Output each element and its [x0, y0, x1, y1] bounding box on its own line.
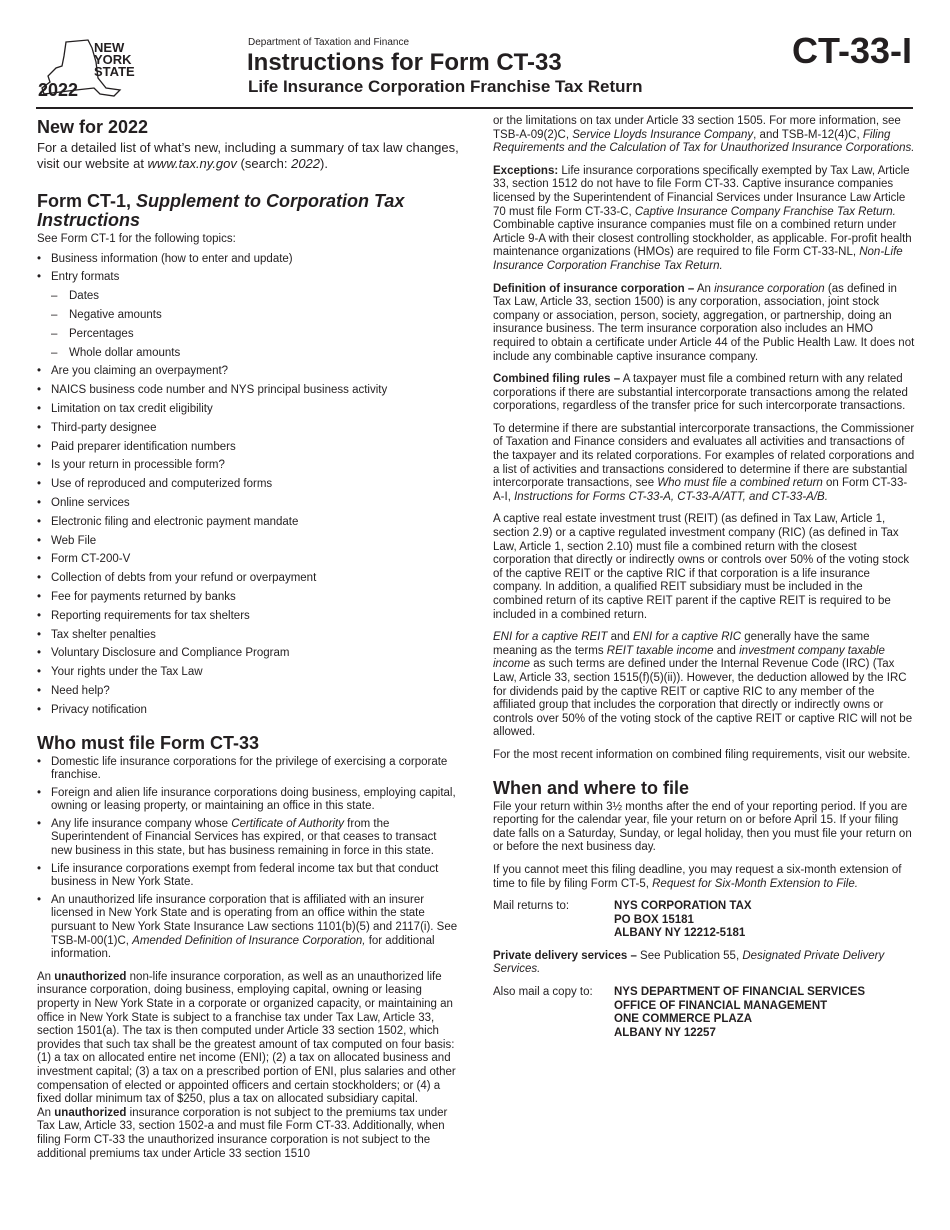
- list-item: • Is your return in processible form?: [37, 456, 459, 475]
- list-item: • Voluntary Disclosure and Compliance Program: [37, 644, 459, 663]
- list-item: • Life insurance corporations exempt from federal income tax but that conduct business in New York State.: [37, 863, 459, 890]
- list-item: • Reporting requirements for tax shelters: [37, 607, 459, 626]
- list-item: • Web File: [37, 532, 459, 551]
- list-item: – Dates: [37, 287, 459, 306]
- list-item: • An unauthorized life insurance corporation that is affiliated with an insurer licensed in New York State and is operating from an office within the state pursuant to New York State Insurance Law sections 1101(b)(5) and 2117(i). See TSB-M-00(1)C, Amended Definition of Insurance Corporation, for additional information.: [37, 894, 459, 962]
- mail-returns-table: [493, 900, 752, 941]
- logo-year: 2022: [38, 80, 79, 100]
- continued-paragraph: or the limitations on tax under Article 33 section 1505. For more information, see TSB-A-09(2)C, Service Lloyds Insurance Company, and TSB-M-12(4)C, Filing Requirements and the Calculation of Tax for Unauthorized Insurance Corporations.: [493, 115, 915, 155]
- reit-paragraph: A captive real estate investment trust (REIT) (as defined in Tax Law, Article 1, section 2.9) or a captive regulated investment company (RIC) (as defined in Tax Law, Article 1, section 2.10) must file a combined return with the closest corporation that directly or indirectly owns or controls over 50% of the voting stock of the captive REIT or the captive RIC if that corporation is a life insurance company. In addition, a qualified REIT subsidiary must be included in the combined return of its captive REIT parent if the captive REIT is required to be included in a combined return.: [493, 513, 910, 621]
- nys-logo: [36, 34, 146, 104]
- list-item: • Tax shelter penalties: [37, 626, 459, 645]
- list-item: • Any life insurance company whose Certificate of Authority from the Superintendent of Financial Services has expired, or that ceases to transact new business in this state, but has business remaining in force in this state.: [37, 818, 459, 859]
- list-item: • Foreign and alien life insurance corporations doing business, employing capital, owning or leasing property, or maintaining an office in this state.: [37, 787, 459, 814]
- private-delivery-paragraph: Private delivery services – See Publication 55, Designated Private Delivery Services.: [493, 949, 885, 976]
- when-paragraph: File your return within 3½ months after the end of your reporting period. If you are reporting for the calendar year, file your return on or before April 15. If your filing date falls on a Saturday, Sunday, or legal holiday, then you must file your return on or before the next business day.: [493, 800, 912, 854]
- combined-filing-paragraph: Combined filing rules – A taxpayer must file a combined return with any related corporations if there are substantial intercorporate transactions among the related corporations, regardless of the transfer price for such intercorporate transactions.: [493, 373, 908, 413]
- mail-returns-label: Mail returns to:: [493, 900, 570, 913]
- copy-to-label: Also mail a copy to:: [493, 986, 593, 999]
- new-for-heading: New for 2022: [37, 117, 149, 137]
- copy-to-table: [493, 986, 865, 1040]
- ct1-heading: Form CT-1, Supplement to Corporation Tax Instructions: [37, 191, 405, 230]
- mail-returns-address: NYS CORPORATION TAX PO BOX 15181 ALBANY NY 12212-5181: [614, 900, 752, 940]
- recent-info-paragraph: For the most recent information on combined filing requirements, visit our website.: [493, 748, 911, 761]
- list-item: – Percentages: [37, 325, 459, 344]
- logo-state: STATE: [94, 64, 135, 79]
- list-item: • Limitation on tax credit eligibility: [37, 400, 459, 419]
- when-where-heading: When and where to file: [493, 777, 690, 798]
- exceptions-paragraph: Exceptions: Life insurance corporations specifically exempted by Tax Law, Article 33, section 1512 do not have to file Form CT-33. Captive insurance companies licensed by the Superintendent of Financial Services under Insurance Law Article 70 must file Form CT-33-C, Captive Insurance Company Franchise Tax Return. Combinable captive insurance companies must file on a combined return under Article 9-A with their closest controlling stockholder, as applicable. For-profit health maintenance organizations (HMOs) are required to file Form CT-33-NL, Non-Life Insurance Corporation Franchise Tax Return.: [493, 164, 912, 272]
- ct1-topics-list: [37, 250, 459, 288]
- copy-to-address: NYS DEPARTMENT OF FINANCIAL SERVICES OFFICE OF FINANCIAL MANAGEMENT ONE COMMERCE PLAZA ALBANY NY 12257: [614, 986, 866, 1039]
- list-item: – Whole dollar amounts: [37, 344, 459, 363]
- list-item: • Privacy notification: [37, 701, 459, 720]
- extension-paragraph: If you cannot meet this filing deadline, you may request a six-month extension of time to file by filing Form CT-5, Request for Six-Month Extension to File.: [493, 863, 902, 890]
- list-item: • Electronic filing and electronic payment mandate: [37, 513, 459, 532]
- list-item: • Business information (how to enter and update): [37, 250, 459, 269]
- list-item: • NAICS business code number and NYS principal business activity: [37, 381, 459, 400]
- list-item: • Form CT-200-V: [37, 550, 459, 569]
- who-must-file-list: [37, 756, 459, 962]
- list-item: • Domestic life insurance corporations for the privilege of exercising a corporate franchise.: [37, 756, 459, 783]
- who-must-file-heading: Who must file Form CT-33: [37, 732, 260, 753]
- list-item: • Use of reproduced and computerized forms: [37, 475, 459, 494]
- list-item: • Need help?: [37, 682, 459, 701]
- unauthorized-paragraph: An unauthorized non-life insurance corporation, as well as an unauthorized life insurance corporation, doing business, employing capital, owning or leasing property in New York State in a corporate or organized capacity, or maintaining an office in New York State is subject to a franchise tax under Tax Law, Article 33, section 1501(a). The tax is then computed under Article 33 section 1502, which provides that such tax shall be the greatest amount of tax computed on four basis: (1) a tax on allocated entire net income (ENI); (2) a tax on allocated business and investment capital; (3) a tax on a prescribed portion of ENI, plus salaries and other compensation of elected or appointed officers and certain stockholders; or (4) a fixed dollar minimum tax of $250, plus a tax on allocated subsidiary capital.: [37, 970, 456, 1106]
- definition-paragraph: Definition of insurance corporation – An insurance corporation (as defined in Tax Law, Article 33, section 1500) is any corporation, association, joint stock company or association, person, society, aggregation, or partnership, doing an insurance business. The term insurance corporation also includes an HMO required to obtain a certificate under Article 44 of the Public Health Law. It does not include any combinable captive insurance company.: [493, 282, 915, 363]
- list-item: – Negative amounts: [37, 306, 459, 325]
- list-item: • Online services: [37, 494, 459, 513]
- logo-new: NEW: [94, 40, 125, 55]
- list-item: • Your rights under the Tax Law: [37, 663, 459, 682]
- entry-formats-list: [37, 287, 459, 362]
- list-item: • Third-party designee: [37, 419, 459, 438]
- eni-paragraph: ENI for a captive REIT and ENI for a captive RIC generally have the same meaning as the terms REIT taxable income and investment company taxable income as such terms are defined under the Internal Revenue Code (IRC) (Tax Law, Article 33, section 1515(f)(5)(ii)). However, the deduction allowed by the IRC for dividends paid by the captive REIT or captive RIC to any member of the affiliated group that includes the corporation that directly or indirectly owns or controls over 50% of the voting stock of the captive REIT or captive RIC will not be allowed.: [493, 631, 913, 739]
- left-column: [37, 116, 459, 1161]
- page-title: Instructions for Form CT-33: [247, 49, 562, 76]
- form-id: CT-33-I: [791, 30, 912, 71]
- right-column: [493, 115, 915, 1040]
- website-link[interactable]: www.tax.ny.gov: [147, 156, 237, 171]
- page-subtitle: Life Insurance Corporation Franchise Tax Return: [248, 77, 643, 96]
- logo-york: YORK: [94, 52, 132, 67]
- determine-paragraph: To determine if there are substantial intercorporate transactions, the Commissioner of Taxation and Finance considers and evaluates all activities and transactions of the taxpayer and its related corporations. For examples of related corporations and a list of activities and transactions considered to determine if there are substantial intercorporate transactions, see Who must file a combined return on Form CT-33-A-I, Instructions for Forms CT-33-A, CT-33-A/ATT, and CT-33-A/B.: [493, 422, 915, 503]
- new-for-text: For a detailed list of what’s new, including a summary of tax law changes, visit our website at www.tax.ny.gov (search: 2022).: [37, 140, 459, 171]
- department-name: Department of Taxation and Finance: [248, 37, 410, 48]
- list-item: • Are you claiming an overpayment?: [37, 362, 459, 381]
- list-item: • Entry formats: [37, 268, 459, 287]
- list-item: • Paid preparer identification numbers: [37, 438, 459, 457]
- list-item: • Collection of debts from your refund or overpayment: [37, 569, 459, 588]
- header-rule: [36, 107, 913, 109]
- ct1-intro: See Form CT-1 for the following topics:: [37, 233, 236, 245]
- ct1-topics-list-cont: [37, 362, 459, 719]
- unauthorized-paragraph-2: An unauthorized insurance corporation is not subject to the premiums tax under Tax Law, Article 33, section 1502-a and must file Form CT-33. Additionally, when filing Form CT-33 the unauthorized insurance corporation is not subject to the additional premiums tax under Article 33 section 1510: [37, 1106, 448, 1160]
- list-item: • Fee for payments returned by banks: [37, 588, 459, 607]
